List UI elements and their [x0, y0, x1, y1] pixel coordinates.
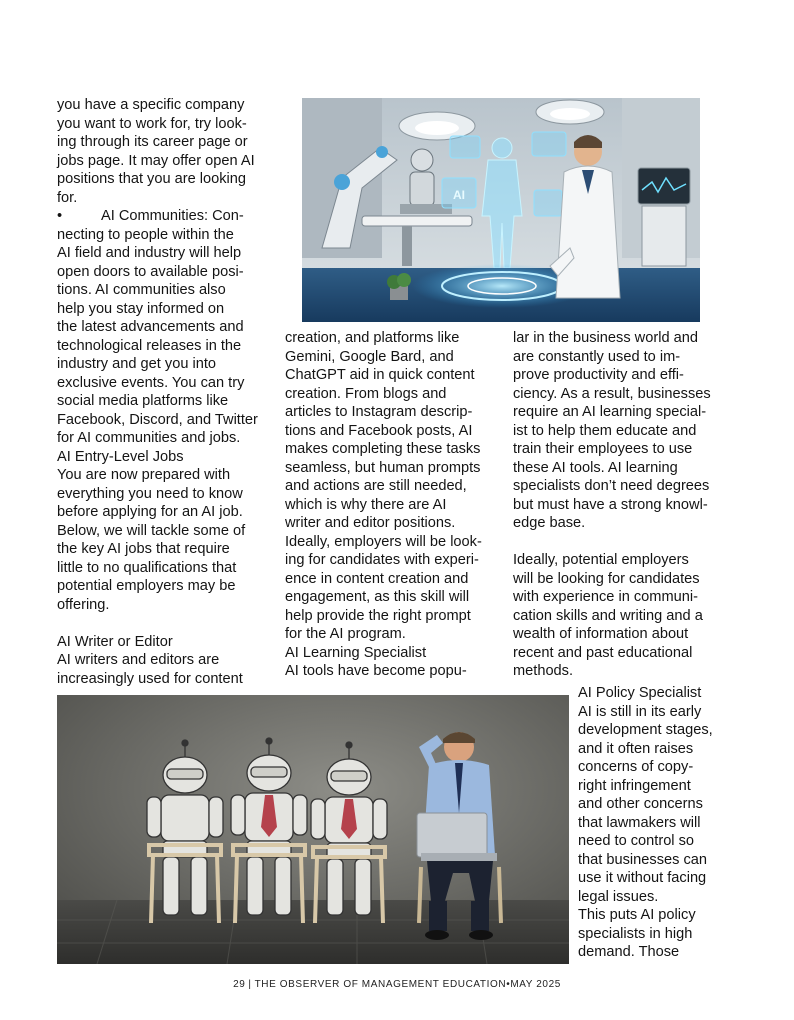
text-line: AI Learning Specialist — [285, 644, 427, 661]
text-line: lar in the business world and — [513, 330, 698, 346]
text-line: positions that you are looking — [57, 171, 247, 187]
text-line: help provide the right prompt — [285, 607, 471, 624]
page-footer — [0, 979, 794, 990]
text-line: jobs page. It may offer open AI — [57, 152, 255, 169]
text-line: use it without facing — [578, 870, 707, 886]
text-line: edge base. — [513, 515, 586, 531]
text-line: legal issues. — [578, 888, 659, 905]
text-line: social media platforms like — [57, 393, 229, 409]
hologram-label: AI — [453, 188, 465, 202]
text-line: before applying for an AI job. — [57, 504, 243, 520]
paragraph-gap — [513, 533, 711, 552]
text-line: that lawmakers will — [578, 814, 701, 831]
text-line: prove productivity and effi- — [513, 367, 684, 383]
text-line: everything you need to know — [57, 485, 243, 502]
footer-separator: | — [248, 979, 252, 990]
text-line: AI Writer or Editor — [57, 633, 173, 650]
column-4 — [578, 684, 713, 962]
issue-date: MAY 2025 — [510, 979, 561, 990]
publication-name: THE OBSERVER OF MANAGEMENT EDUCATION — [254, 979, 507, 990]
text-line: specialists in high — [578, 925, 693, 942]
text-line: require an AI learning special- — [513, 404, 707, 420]
text-line: you have a specific company — [57, 97, 245, 113]
text-line: wealth of information about — [513, 626, 689, 642]
text-line: right infringement — [578, 777, 691, 794]
text-line: You are now prepared with — [57, 467, 231, 483]
column-3 — [513, 329, 711, 681]
text-line: increasingly used for content — [57, 670, 243, 687]
text-line: which is why there are AI — [285, 496, 447, 513]
text-line: AI Entry-Level Jobs — [57, 448, 184, 465]
text-line: necting to people within the — [57, 226, 234, 243]
text-line: recent and past educational — [513, 644, 693, 661]
text-line: open doors to available posi- — [57, 263, 244, 280]
text-line: industry and get you into — [57, 356, 217, 372]
text-line: train their employees to use — [513, 441, 693, 457]
text-line: Ideally, potential employers — [513, 552, 689, 568]
text-line: but must have a strong knowl- — [513, 496, 708, 513]
text-line: and it often raises — [578, 740, 694, 757]
text-line: you want to work for, try look- — [57, 115, 247, 132]
text-line: for AI communities and jobs. — [57, 430, 241, 446]
bullet-text: AI Communities: Con- — [101, 208, 244, 224]
page-number: 29 — [233, 979, 246, 990]
text-line: AI writers and editors are — [57, 652, 220, 668]
bullet: • — [57, 208, 63, 224]
text-line: AI tools have become popu- — [285, 663, 467, 679]
text-line: methods. — [513, 663, 574, 679]
text-line: the key AI jobs that require — [57, 541, 230, 557]
text-line: makes completing these tasks — [285, 441, 481, 457]
text-line: engagement, as this skill will — [285, 589, 470, 605]
robots-waiting-image — [57, 695, 569, 964]
column-1 — [57, 96, 258, 688]
text-line: Below, we will tackle some of — [57, 522, 246, 539]
text-line: tions and Facebook posts, AI — [285, 422, 473, 439]
text-line: that businesses can — [578, 851, 707, 868]
ai-hologram-lab-image — [302, 98, 700, 322]
text-line: technological releases in the — [57, 337, 242, 354]
text-line: tions. AI communities also — [57, 282, 226, 298]
text-line: ist to help them educate and — [513, 422, 697, 439]
text-line: will be looking for candidates — [513, 570, 700, 587]
text-line: ence in content creation and — [285, 570, 469, 587]
text-line: ing through its career page or — [57, 134, 248, 150]
text-line: AI is still in its early — [578, 703, 702, 720]
text-line: exclusive events. You can try — [57, 374, 245, 391]
text-line: concerns of copy- — [578, 759, 694, 775]
text-line: with experience in communi- — [513, 589, 698, 605]
text-line: little to no qualifications that — [57, 559, 237, 576]
text-line: development stages, — [578, 722, 713, 738]
text-line: ing for candidates with experi- — [285, 552, 479, 568]
text-line: and other concerns — [578, 796, 703, 812]
text-line: for the AI program. — [285, 626, 406, 642]
text-line: Ideally, employers will be look- — [285, 533, 482, 550]
text-line: AI field and industry will help — [57, 245, 242, 261]
text-line: are constantly used to im- — [513, 348, 681, 365]
text-line: creation, and platforms like — [285, 330, 460, 346]
text-line: and actions are still needed, — [285, 478, 467, 494]
text-line: ciency. As a result, businesses — [513, 385, 711, 402]
text-line: This puts AI policy — [578, 907, 696, 923]
text-line: seamless, but human prompts — [285, 459, 481, 476]
text-line: Gemini, Google Bard, and — [285, 348, 454, 365]
text-line: Facebook, Discord, and Twitter — [57, 411, 258, 428]
text-line: the latest advancements and — [57, 319, 244, 335]
text-line: need to control so — [578, 833, 695, 849]
text-line: cation skills and writing and a — [513, 607, 703, 624]
text-line: offering. — [57, 596, 110, 613]
paragraph-gap — [57, 614, 258, 633]
text-line: articles to Instagram descrip- — [285, 404, 473, 420]
column-2 — [285, 329, 482, 681]
footer-dot: • — [506, 979, 511, 990]
text-line: help you stay informed on — [57, 300, 225, 317]
text-line: potential employers may be — [57, 578, 236, 594]
text-line: creation. From blogs and — [285, 385, 447, 402]
text-line: for. — [57, 189, 78, 206]
text-line: these AI tools. AI learning — [513, 459, 678, 476]
text-line: ChatGPT aid in quick content — [285, 367, 475, 383]
text-line: specialists don’t need degrees — [513, 478, 710, 494]
text-line: writer and editor positions. — [285, 515, 456, 531]
text-line: demand. Those — [578, 944, 680, 960]
text-line — [57, 207, 258, 226]
text-line: AI Policy Specialist — [578, 685, 702, 701]
